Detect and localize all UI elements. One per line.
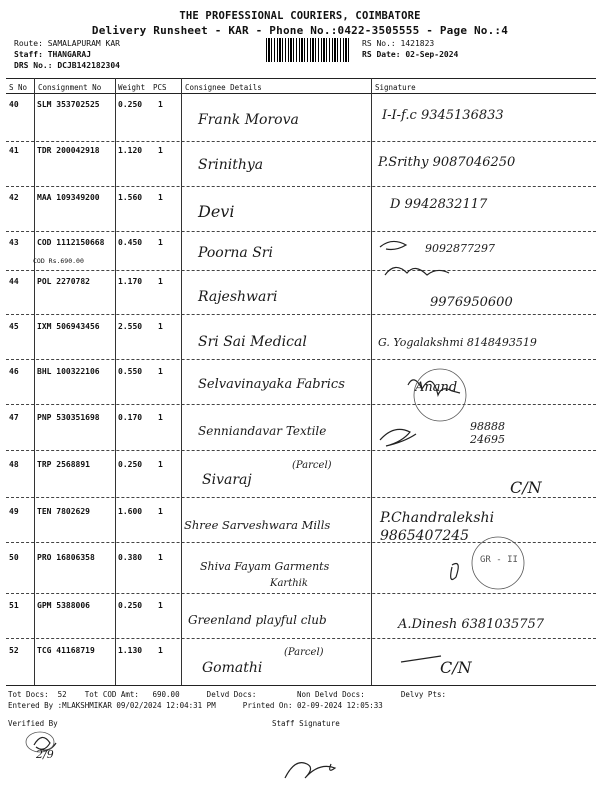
pcs-value: 1 <box>158 146 163 155</box>
route-label: Route: SAMALAPURAM KAR <box>14 39 120 48</box>
pcs-value: 1 <box>158 100 163 109</box>
consignee-name: Shiva Fayam Garments <box>200 560 330 573</box>
pcs-value: 1 <box>158 646 163 655</box>
pcs-value: 1 <box>158 277 163 286</box>
consignee-name: Sivaraj <box>202 472 252 488</box>
signature-scribble <box>380 241 406 249</box>
row-sno: 50 <box>9 553 19 562</box>
signature-text: 98888 24695 <box>470 420 505 446</box>
signature-scribble <box>385 267 449 275</box>
consignee-name: Shree Sarveshwara Mills <box>184 518 331 532</box>
stamp-label: GR - II <box>480 555 518 565</box>
consignment-number: SLM 353702525 <box>37 100 100 109</box>
weight-value: 0.250 <box>118 100 143 109</box>
signature-text: G. Yogalakshmi 8148493519 <box>378 336 537 349</box>
staff-signature <box>285 763 335 778</box>
signature-scribble <box>408 380 460 395</box>
consignment-number: PNP 530351698 <box>37 413 100 422</box>
consignment-number: COD 1112150668 <box>37 238 105 247</box>
staff-signature-label: Staff Signature <box>272 719 340 728</box>
col-header-sno: S No <box>9 83 28 92</box>
consignment-number: MAA 109349200 <box>37 193 100 202</box>
consignee-name: Poorna Sri <box>198 245 273 261</box>
weight-value: 0.380 <box>118 553 143 562</box>
weight-value: 1.170 <box>118 277 143 286</box>
weight-value: 0.250 <box>118 460 143 469</box>
pcs-value: 1 <box>158 460 163 469</box>
consignee-name: Rajeshwari <box>198 289 278 305</box>
consignment-number: GPM 5388006 <box>37 601 90 610</box>
company-title: THE PROFESSIONAL COURIERS, COIMBATORE <box>179 10 421 22</box>
col-header-consignment: Consignment No <box>38 83 102 92</box>
signature-text: A.Dinesh 6381035757 <box>398 617 545 632</box>
signature-text: D 9942832117 <box>390 197 488 212</box>
weight-value: 1.560 <box>118 193 143 202</box>
consignment-number: TCG 41168719 <box>37 646 95 655</box>
handwritten-date: 2/9 <box>36 748 54 761</box>
row-sno: 49 <box>9 507 19 516</box>
consignee-name: Devi <box>198 202 235 221</box>
pcs-value: 1 <box>158 413 163 422</box>
consignment-number: TEN 7802629 <box>37 507 90 516</box>
row-sno: 42 <box>9 193 19 202</box>
runsheet-title: Delivery Runsheet - KAR - Phone No.:0422-3505555 - Page No.:4 <box>91 24 509 37</box>
rs-date: RS Date: 02-Sep-2024 <box>362 50 459 59</box>
weight-value: 0.250 <box>118 601 143 610</box>
weight-value: 0.170 <box>118 413 143 422</box>
signature-scribble <box>451 564 459 580</box>
signature-text: 9976950600 <box>430 295 513 310</box>
consignee-note: (Parcel) <box>284 647 324 658</box>
consignment-number: TRP 2568891 <box>37 460 90 469</box>
pcs-value: 1 <box>158 238 163 247</box>
pcs-value: 1 <box>158 193 163 202</box>
row-sno: 52 <box>9 646 19 655</box>
row-sno: 43 <box>9 238 19 247</box>
weight-value: 0.450 <box>118 238 143 247</box>
consignee-name: Sri Sai Medical <box>198 334 307 350</box>
consignee-name: Frank Morova <box>198 112 299 128</box>
signature-text: P.Srithy 9087046250 <box>378 155 516 170</box>
signature-text: Anand <box>415 380 458 395</box>
consignment-number: PRO 16806358 <box>37 553 95 562</box>
row-sno: 47 <box>9 413 19 422</box>
consignment-number: BHL 100322106 <box>37 367 100 376</box>
pcs-value: 1 <box>158 507 163 516</box>
staff-label: Staff: THANGARAJ <box>14 50 92 59</box>
signature-text: C/N <box>440 658 472 677</box>
verified-by-label: Verified By <box>8 719 58 728</box>
row-sno: 45 <box>9 322 19 331</box>
row-sno: 51 <box>9 601 19 610</box>
col-header-signature: Signature <box>375 83 416 92</box>
entered-by-line: Entered By :MLAKSHMIKAR 09/02/2024 12:04:31 PM Printed On: 02-09-2024 12:05:33 <box>8 701 383 710</box>
row-sno: 40 <box>9 100 19 109</box>
signature-text: 9092877297 <box>425 242 495 255</box>
pcs-value: 1 <box>158 367 163 376</box>
col-header-weight: Weight <box>118 83 146 92</box>
consignee-note: (Parcel) <box>292 460 332 471</box>
weight-value: 0.550 <box>118 367 143 376</box>
totals-line: Tot Docs: 52 Tot COD Amt: 690.00 Delvd Docs: Non Delvd Docs: Delvy Pts: <box>8 690 446 699</box>
weight-value: 1.120 <box>118 146 143 155</box>
col-header-consignee: Consignee Details <box>185 83 262 92</box>
rs-number: RS No.: 1421823 <box>362 39 435 48</box>
row-sno: 44 <box>9 277 19 286</box>
row-sno: 41 <box>9 146 19 155</box>
weight-value: 1.600 <box>118 507 143 516</box>
signature-text: C/N <box>510 478 542 497</box>
weight-value: 1.130 <box>118 646 143 655</box>
pcs-value: 1 <box>158 322 163 331</box>
pcs-value: 1 <box>158 553 163 562</box>
consignee-name: Greenland playful club <box>188 613 327 627</box>
consignee-name: Senniandavar Textile <box>198 424 327 438</box>
row-sno: 46 <box>9 367 19 376</box>
cod-amount: COD Rs.690.00 <box>33 257 84 265</box>
consignee-name: Selvavinayaka Fabrics <box>198 377 345 392</box>
row-sno: 48 <box>9 460 19 469</box>
consignee-name: Gomathi <box>202 660 263 676</box>
col-header-pcs: PCS <box>153 83 167 92</box>
consignee-contact: Karthik <box>270 578 308 589</box>
consignment-number: IXM 506943456 <box>37 322 100 331</box>
signature-text: I-I-f.c 9345136833 <box>382 108 504 123</box>
consignment-number: POL 2270782 <box>37 277 90 286</box>
drs-label: DRS No.: DCJB142182304 <box>14 61 120 70</box>
pcs-value: 1 <box>158 601 163 610</box>
consignee-name: Srinithya <box>198 157 264 173</box>
stamp-circle <box>414 369 466 421</box>
strike-mark <box>401 656 441 662</box>
weight-value: 2.550 <box>118 322 143 331</box>
consignment-number: TDR 200042918 <box>37 146 100 155</box>
signature-scribble <box>380 429 416 446</box>
signature-text: P.Chandralekshi 9865407245 <box>380 510 495 544</box>
